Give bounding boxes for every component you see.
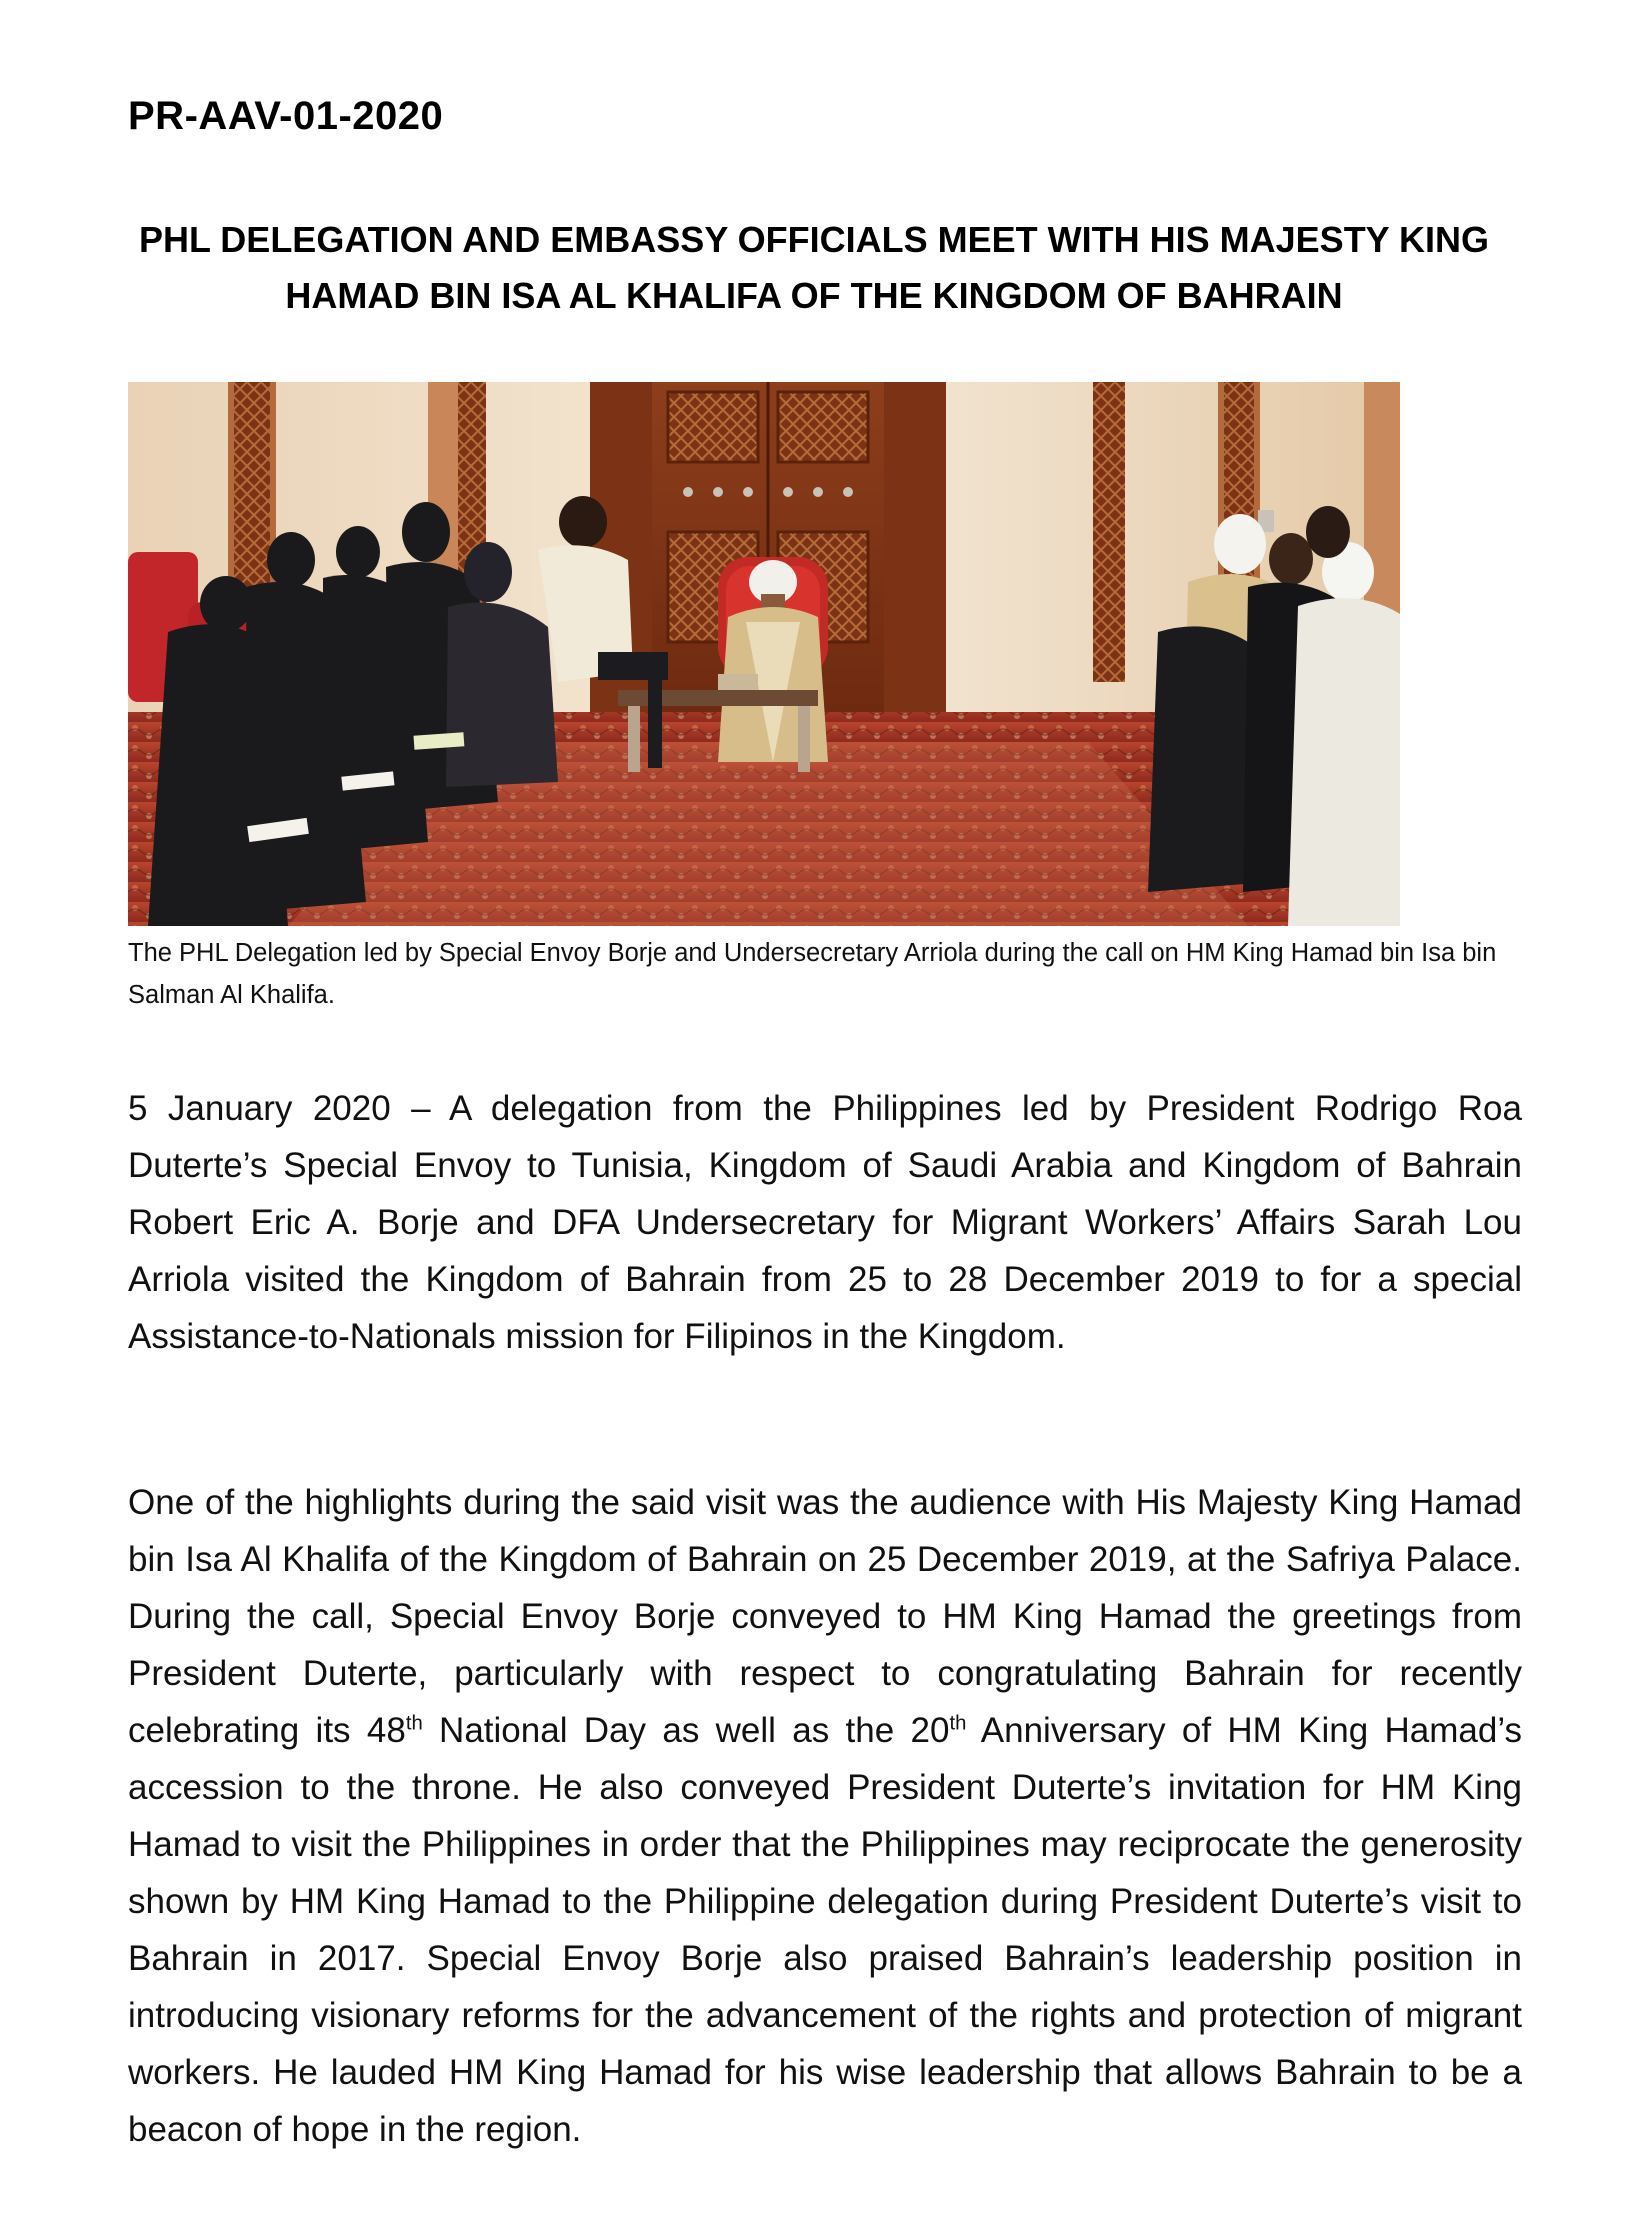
ordinal-suffix-20th: th (949, 1712, 967, 1735)
paragraph-2 (128, 1474, 1522, 2158)
paragraph-1: 5 January 2020 – A delegation from the Philippines led by President Rodrigo Roa Duterte’s Special Envoy to Tunisia, Kingdom of Saudi Arabia and Kingdom of Bahrain Robert Eric A. Borje and DFA Undersecretary for Migrant Workers’ Affairs Sarah Lou Arriola visited the Kingdom of Bahrain from 25 to 28 December 2019 to for a special Assistance-to-Nationals mission for Filipinos in the Kingdom. (128, 1089, 1522, 1356)
paragraph-2-part-1: One of the highlights during the said visit was the audience with His Majesty King Hamad bin Isa Al Khalifa of the Kingdom of Bahrain on 25 December 2019, at the Safriya Palace. During the call, Special Envoy Borje conveyed to HM King Hamad the greetings from President Duterte, particularly with respect to congratulating Bahrain for recently celebrating its 48 (128, 1483, 1522, 1750)
title-line-2: HAMAD BIN ISA AL KHALIFA OF THE KINGDOM OF BAHRAIN (285, 275, 1343, 316)
paragraph-2-part-3: Anniversary of HM King Hamad’s accession to the throne. He also conveyed President Duterte’s invitation for HM King Hamad to visit the Philippines in order that the Philippines may reciprocate the generosity shown by HM King Hamad to the Philippine delegation during President Duterte’s visit to Bahrain in 2017. Special Envoy Borje also praised Bahrain’s leadership position in introducing visionary reforms for the advancement of the rights and protection of migrant workers. He lauded HM King Hamad for his wise leadership that allows Bahrain to be a beacon of hope in the region. (128, 1711, 1523, 2149)
photo-caption: The PHL Delegation led by Special Envoy Borje and Undersecretary Arriola during the call on HM King Hamad bin Isa bin Salman Al Khalifa. (128, 939, 1497, 1009)
page-title (128, 212, 1500, 324)
ordinal-suffix-48th: th (405, 1712, 423, 1735)
paragraph-2-part-2: National Day as well as the 20 (422, 1711, 950, 1750)
delegation-meeting-photo (128, 382, 1400, 926)
title-line-1: PHL DELEGATION AND EMBASSY OFFICIALS MEET WITH HIS MAJESTY KING (138, 219, 1490, 260)
reference-number: PR-AAV-01-2020 (128, 94, 444, 138)
